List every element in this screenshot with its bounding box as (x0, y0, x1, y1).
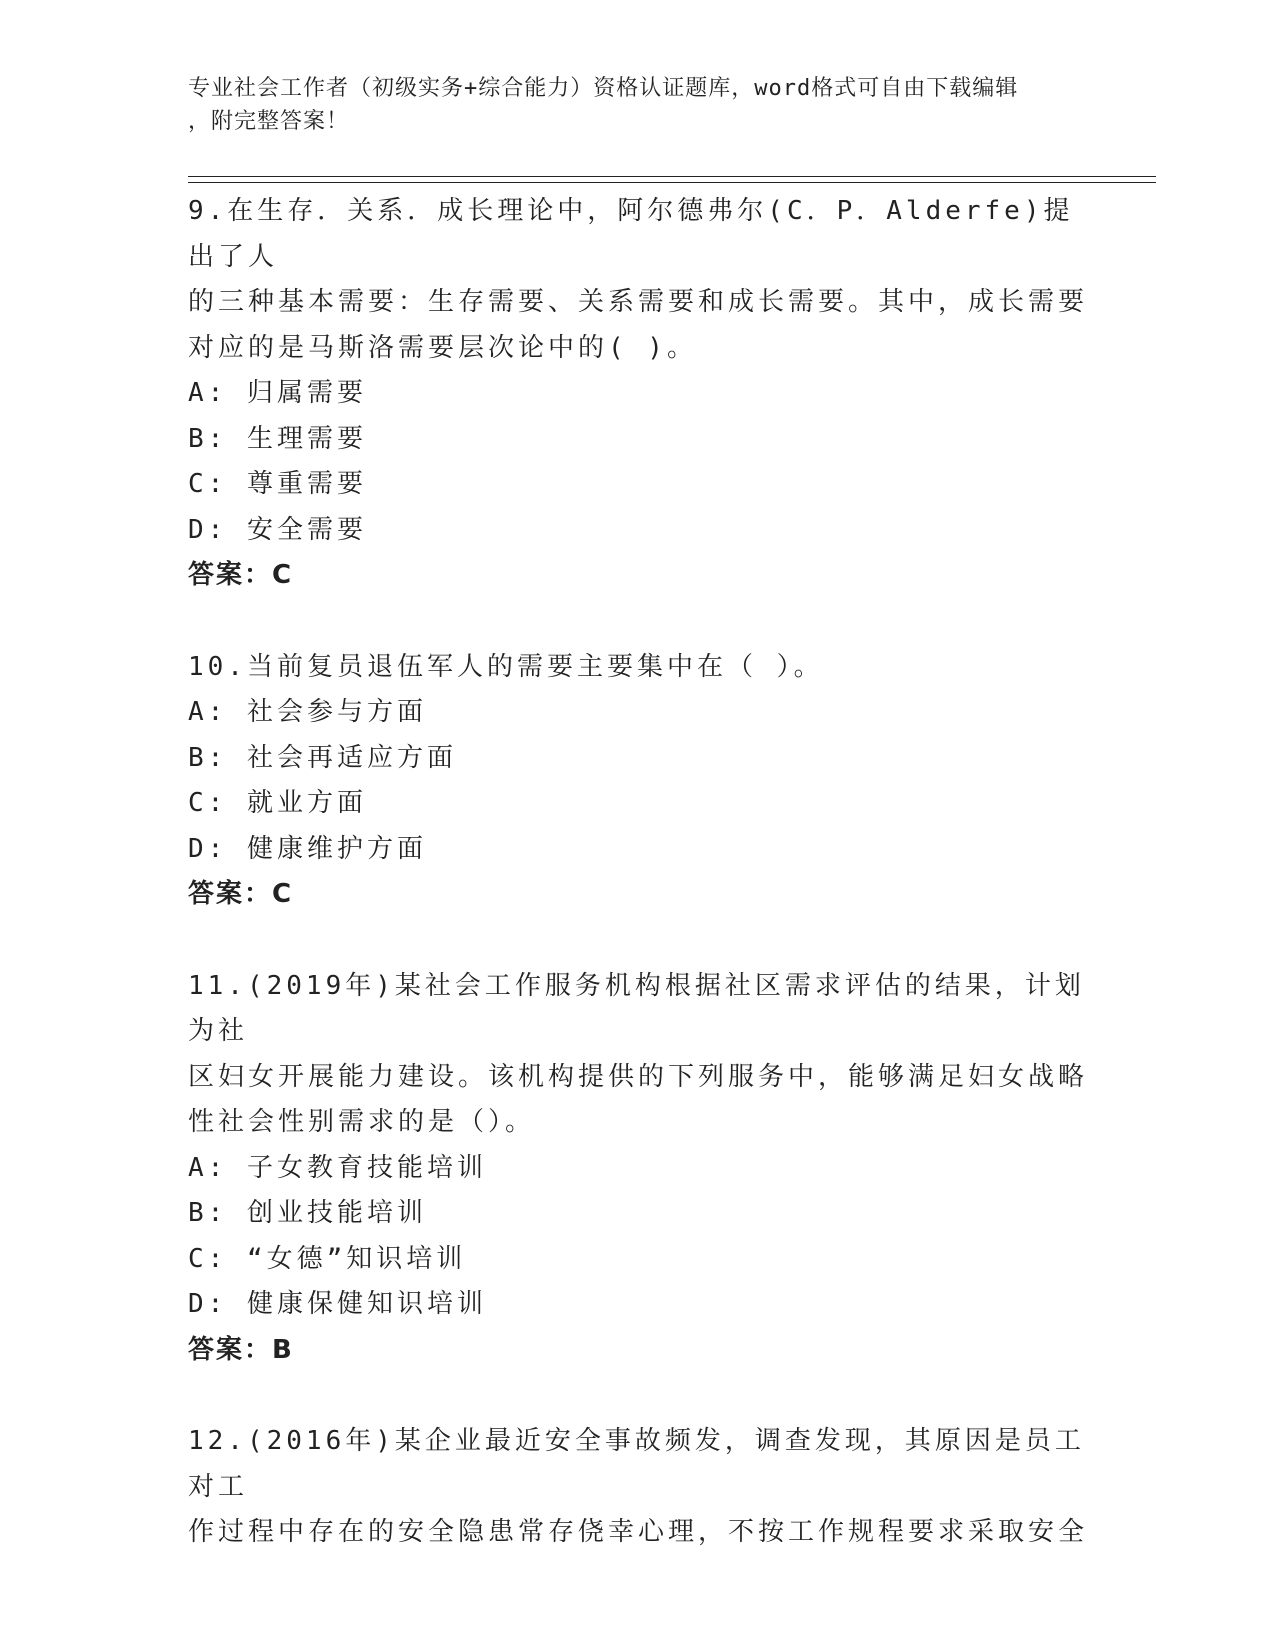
option-b: B: 生理需要 (188, 423, 367, 454)
option-c: C: 就业方面 (188, 788, 367, 818)
option-d: D: 健康保健知识培训 (188, 1289, 487, 1319)
question-10 (188, 645, 1088, 918)
question-stem-line: 10.当前复员退伍军人的需要主要集中在（ ）。 (188, 651, 824, 682)
question-stem-line: 9.在生存．关系．成长理论中，阿尔德弗尔(C．P．Alderfe)提出了人 (188, 196, 1074, 272)
option-b: B: 创业技能培训 (188, 1198, 427, 1228)
question-options (188, 371, 1088, 553)
question-9 (188, 189, 1088, 599)
question-answer: 答案：B (188, 1334, 294, 1365)
question-stem-line: 性社会性别需求的是（）。 (188, 1107, 536, 1137)
header-divider-bottom (188, 182, 1156, 183)
option-d: D: 安全需要 (188, 514, 367, 545)
question-answer: 答案：C (188, 879, 294, 909)
header-divider-top (188, 176, 1156, 177)
question-list (188, 189, 1088, 1602)
question-answer: 答案：C (188, 560, 294, 590)
question-stem-line: 区妇女开展能力建设。该机构提供的下列服务中，能够满足妇女战略 (188, 1061, 1089, 1092)
question-stem-line: 12.(2016年)某企业最近安全事故频发，调查发现，其原因是员工对工 (188, 1426, 1085, 1502)
option-c: C: “女德”知识培训 (188, 1243, 467, 1274)
question-stem-line: 作过程中存在的安全隐患常存侥幸心理，不按工作规程要求采取安全 (188, 1517, 1089, 1547)
question-11 (188, 964, 1088, 1374)
document-header (188, 72, 1088, 138)
option-a: A: 归属需要 (188, 378, 367, 408)
option-c: C: 尊重需要 (188, 469, 367, 499)
header-line-2: ，附完整答案！ (188, 109, 350, 134)
option-d: D: 健康维护方面 (188, 833, 427, 864)
question-stem-line: 11.(2019年)某社会工作服务机构根据社区需求评估的结果，计划为社 (188, 970, 1085, 1046)
header-line-1: 专业社会工作者（初级实务+综合能力）资格认证题库，word格式可自由下载编辑 (188, 76, 1019, 101)
question-options (188, 690, 1088, 872)
option-a: A: 社会参与方面 (188, 697, 427, 727)
option-a: A: 子女教育技能培训 (188, 1152, 487, 1183)
option-b: B: 社会再适应方面 (188, 742, 457, 773)
question-stem-line: 对应的是马斯洛需要层次论中的( )。 (188, 332, 697, 363)
question-12 (188, 1419, 1088, 1556)
question-stem-line: 的三种基本需要：生存需要、关系需要和成长需要。其中，成长需要 (188, 287, 1089, 317)
question-options (188, 1146, 1088, 1328)
